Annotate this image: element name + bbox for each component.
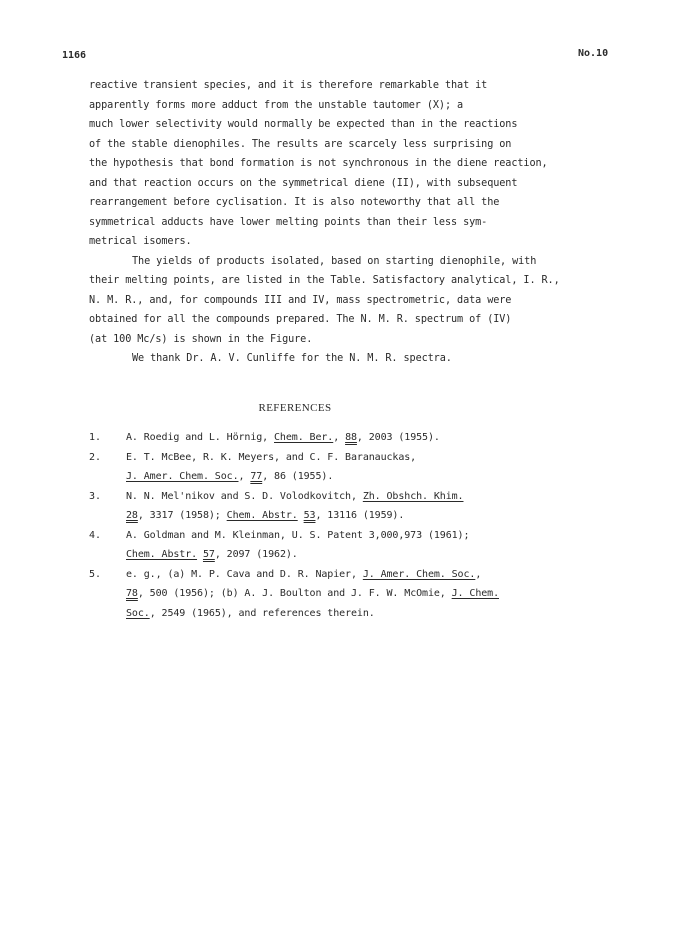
reference-text: , 2003 (1955).: [356, 432, 440, 443]
reference-text: ,: [333, 432, 346, 443]
text-line: and that reaction occurs on the symmetrical diene (II), with subsequent: [89, 177, 518, 189]
reference-item: [89, 487, 549, 526]
text-line: obtained for all the compounds prepared. The N. M. R. spectrum of (IV): [89, 314, 512, 325]
reference-line: [126, 545, 549, 565]
reference-line: [126, 467, 549, 487]
journal-name: J. Amer. Chem. Soc.: [126, 471, 239, 482]
volume-number: 57: [202, 549, 215, 560]
reference-number: 3.: [89, 490, 102, 502]
reference-text: , 500 (1956); (b) A. J. Boulton and J. F. W. McOmie,: [137, 588, 452, 599]
volume-number: 77: [250, 471, 263, 482]
text-line: reactive transient species, and it is therefore remarkable that it: [89, 80, 488, 91]
text-line: symmetrical adducts have lower melting points than their less sym-: [89, 216, 488, 228]
text-line: apparently forms more adduct from the unstable tautomer (X); a: [89, 99, 464, 111]
reference-item: [89, 526, 549, 565]
text-line: (at 100 Mc/s) is shown in the Figure.: [89, 333, 313, 345]
reference-number: 1.: [89, 432, 102, 443]
reference-text: E. T. McBee, R. K. Meyers, and C. F. Baranauckas,: [126, 451, 417, 463]
reference-text: A. Goldman and M. Kleinman, U. S. Patent 3,000,973 (1961);: [126, 529, 470, 541]
journal-name: Chem. Abstr.: [226, 510, 298, 521]
journal-name: J. Chem.: [451, 588, 500, 599]
text-line: the hypothesis that bond formation is not synchronous in the diene reaction,: [89, 158, 548, 169]
volume-number: 53: [303, 510, 316, 521]
text-line: much lower selectivity would normally be expected than in the reactions: [89, 119, 518, 130]
reference-text: ,: [475, 568, 482, 580]
journal-name: Chem. Abstr.: [126, 549, 198, 560]
text-line: We thank Dr. A. V. Cunliffe for the N. M. R. spectra.: [132, 353, 452, 364]
reference-line: [126, 506, 549, 526]
reference-item: [89, 428, 549, 448]
volume-number: 78: [126, 588, 138, 599]
reference-line: [126, 487, 549, 507]
reference-line: [126, 565, 549, 585]
journal-name: Zh. Obshch. Khim.: [362, 490, 464, 502]
reference-text: , 2097 (1962).: [214, 549, 298, 560]
reference-text: e. g., (a) M. P. Cava and D. R. Napier,: [126, 568, 363, 580]
journal-name: Chem. Ber.: [274, 432, 334, 443]
references-heading: REFERENCES: [258, 402, 332, 414]
paragraph: [89, 252, 560, 350]
page-number: 1166: [62, 50, 87, 61]
reference-text: , 86 (1955).: [262, 471, 334, 482]
reference-number: 2.: [89, 451, 102, 463]
issue-number: No.10: [578, 48, 609, 59]
reference-number: 5.: [89, 568, 102, 580]
text-line: The yields of products isolated, based on starting dienophile, with: [132, 255, 537, 267]
paragraph: [89, 76, 548, 252]
text-line: metrical isomers.: [89, 236, 192, 247]
reference-line: [126, 584, 549, 604]
text-line: N. M. R., and, for compounds III and IV, mass spectrometric, data were: [89, 294, 512, 306]
reference-line: [126, 526, 549, 546]
reference-number: 4.: [89, 529, 102, 541]
references-list: [89, 428, 549, 623]
reference-line: [126, 448, 549, 468]
reference-text: , 13116 (1959).: [315, 510, 405, 521]
reference-text: ,: [238, 471, 251, 482]
reference-text: , 3317 (1958);: [137, 510, 227, 521]
volume-number: 28: [126, 510, 138, 521]
reference-line: [126, 428, 549, 448]
reference-item: [89, 565, 549, 624]
reference-text: A. Roedig and L. Hörnig,: [126, 432, 275, 443]
reference-text: N. N. Mel'nikov and S. D. Volodkovitch,: [126, 490, 363, 502]
reference-text: , 2549 (1965), and references therein.: [149, 607, 375, 619]
reference-line: [126, 604, 549, 624]
body-text: [89, 76, 560, 369]
reference-item: [89, 448, 549, 487]
text-line: their melting points, are listed in the Table. Satisfactory analytical, I. R.,: [89, 275, 560, 286]
text-line: of the stable dienophiles. The results are scarcely less surprising on: [89, 138, 512, 150]
journal-name: J. Amer. Chem. Soc.: [362, 568, 476, 580]
paragraph: [89, 349, 539, 369]
text-line: rearrangement before cyclisation. It is also noteworthy that all the: [89, 197, 500, 208]
volume-number: 88: [345, 432, 357, 443]
journal-name: Soc.: [126, 607, 150, 619]
